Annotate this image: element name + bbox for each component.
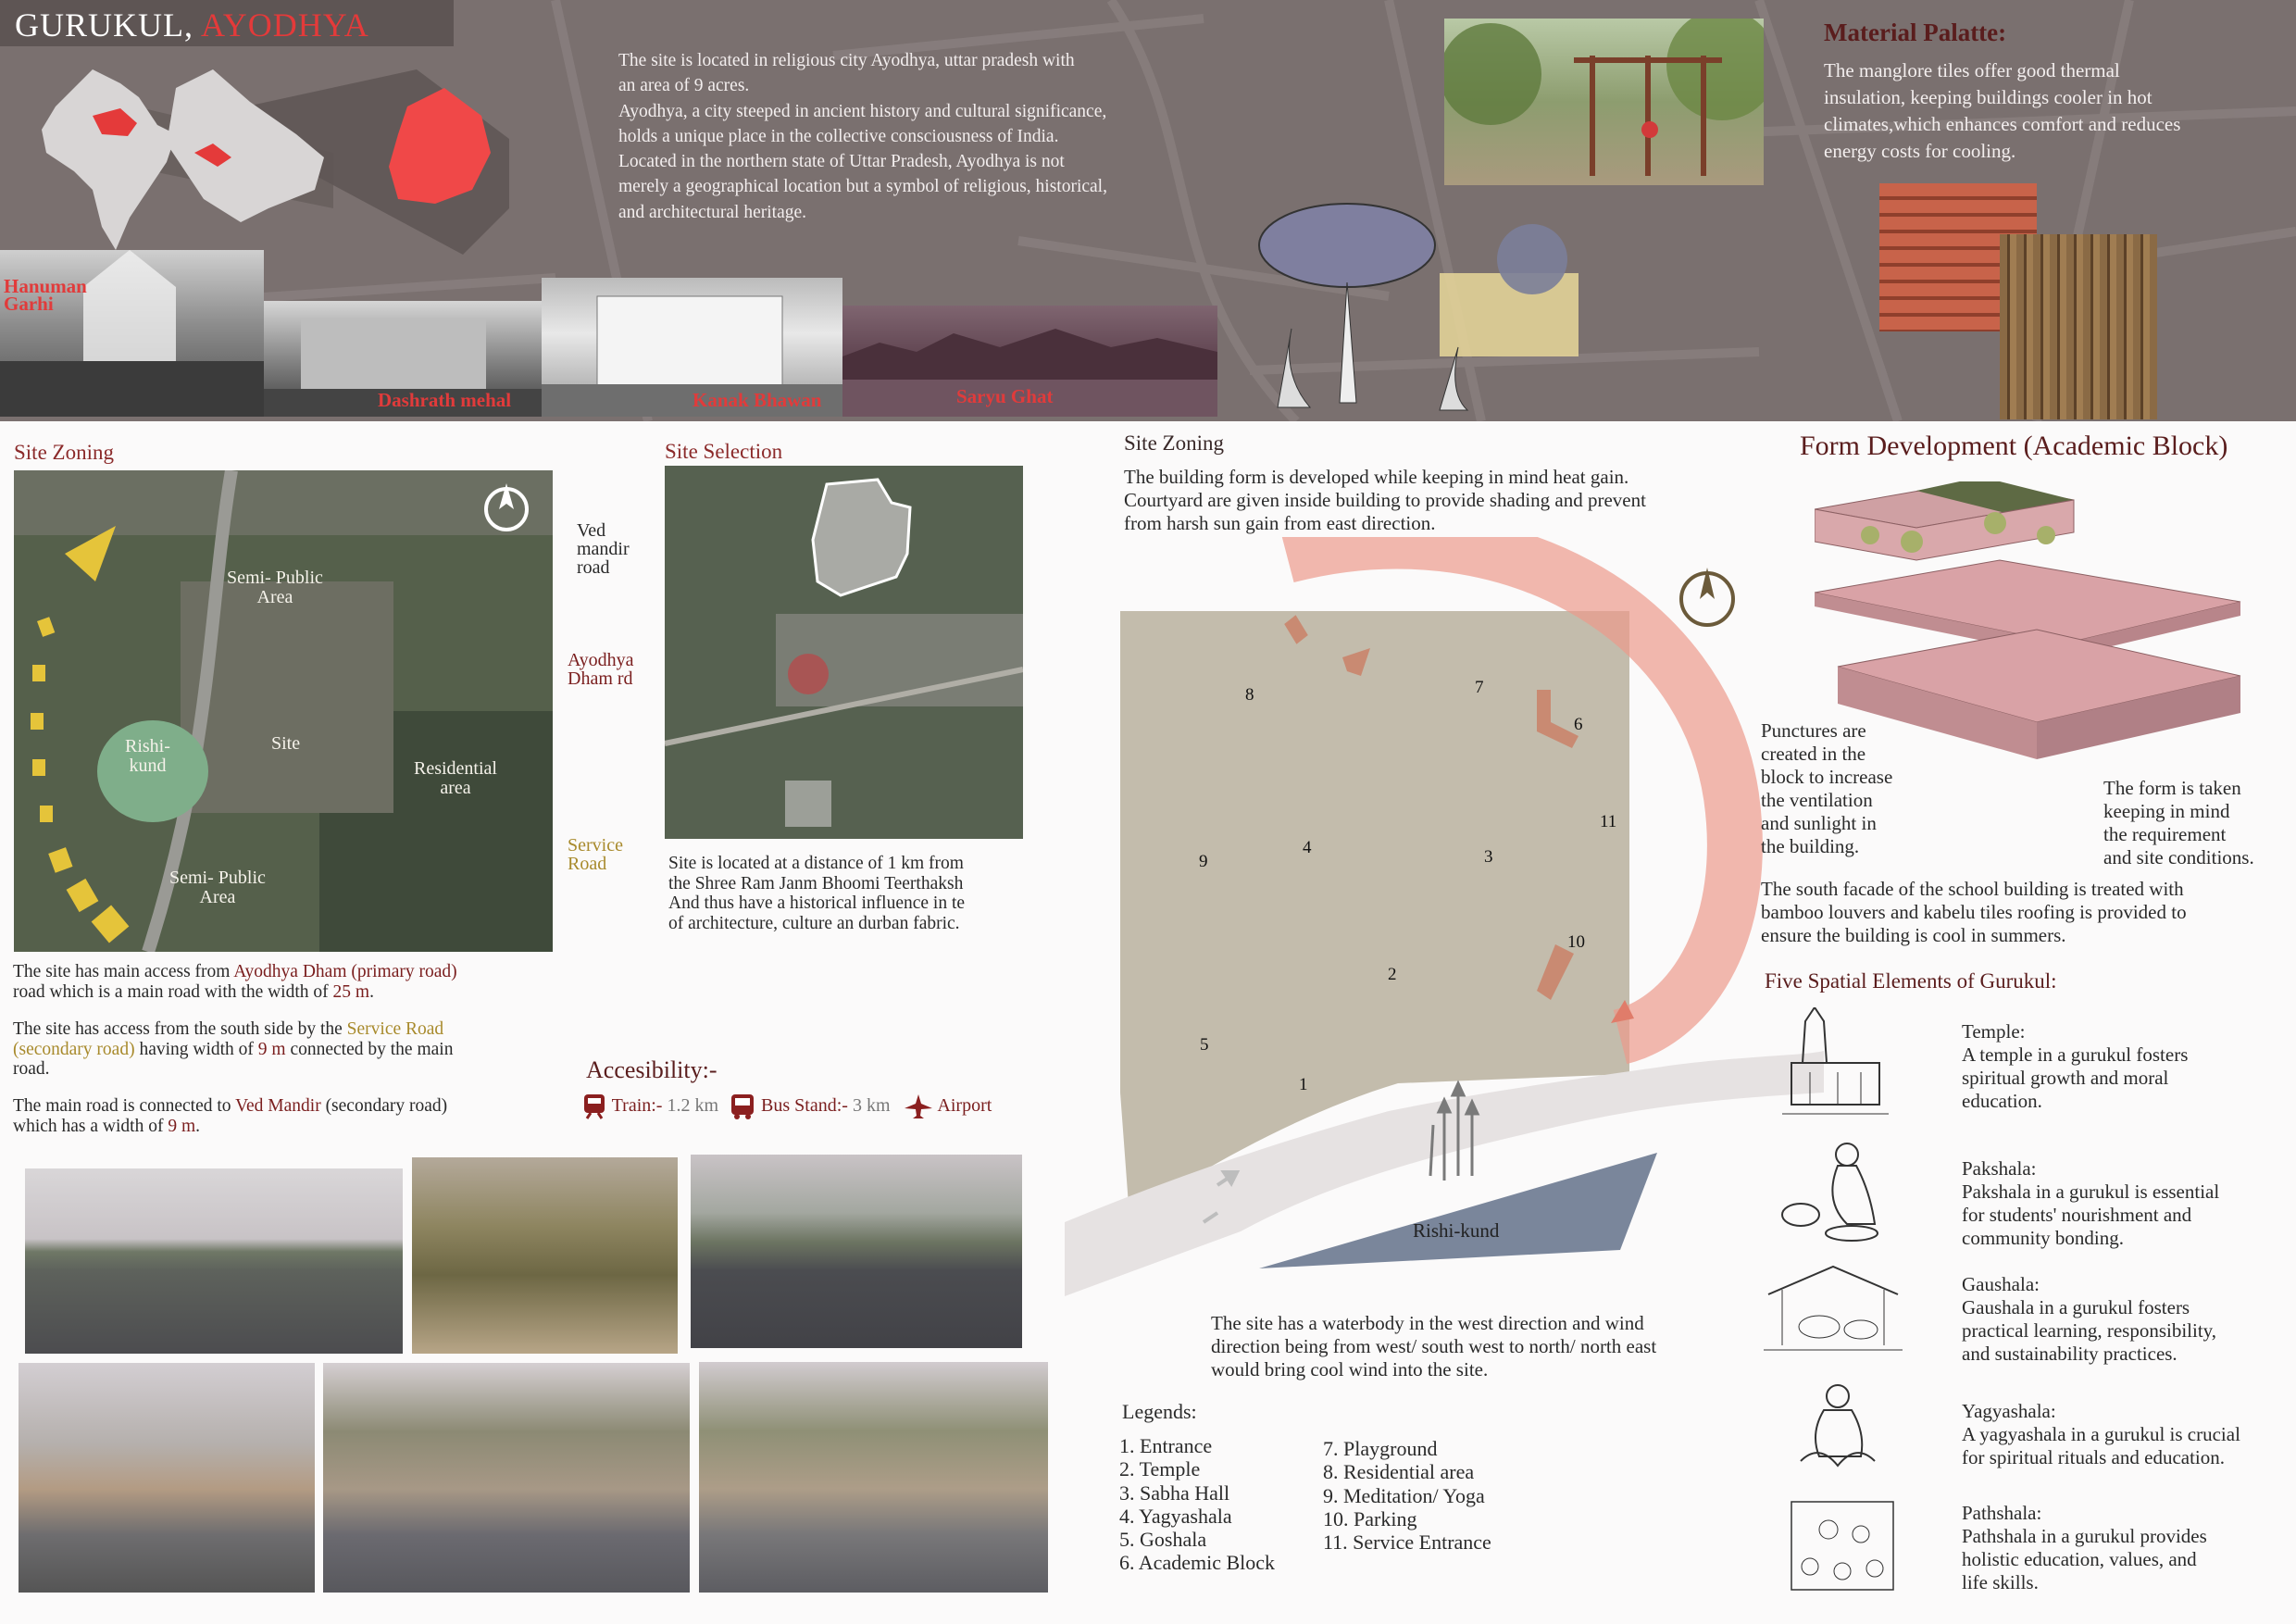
legend-column-2 [1323,1437,1491,1554]
legend-item: 11. Service Entrance [1323,1530,1491,1555]
legend-item: 1. Entrance [1119,1434,1213,1457]
site-selection-text: Site is located at a distance of 1 km from the Shree Ram Janm Bhoomi Teerthaksh And thus have a historical influence in te of architecture, culture an durban fabric. [668,854,966,933]
wind-direction-text: The site has a waterbody in the west direction and wind direction being from west/ south west to north/ north east would bring cool wind into the site. [1211,1312,1657,1380]
accessibility-title: Accesibility:- [586,1056,718,1083]
element-name: Pakshala: [1962,1157,2037,1180]
legend-item: 2. Temple [1119,1457,1201,1481]
legend-column-1 [1119,1434,1275,1575]
element-desc: Pakshala in a gurukul is essential for students' nourishment and community bonding. [1962,1181,2220,1249]
legend-item: 7. Playground [1323,1437,1438,1460]
site-photo-6 [699,1362,1048,1593]
label-semi-public-top: Semi- Public Area [227,568,323,607]
zone-number-3: 3 [1484,847,1493,867]
legend-item: 9. Meditation/ Yoga [1323,1483,1485,1507]
temple-sketch [1773,1007,1893,1123]
element-desc: Gaushala in a gurukul fosters practical learning, responsibility, and sustainability practices. [1962,1296,2217,1365]
access-paragraph-1: The site has main access from Ayodhya Dham (primary road) road which is a main road with the width of 25 m. [13,962,457,1002]
zone-number-2: 2 [1388,965,1397,984]
access-paragraph-3: The main road is connected to Ved Mandir (secondary road) which has a width of 9 m. [13,1096,448,1136]
legend-item: 3. Sabha Hall [1119,1480,1230,1505]
label-rishi-kund-center: Rishi-kund [1413,1219,1500,1242]
airplane-icon [903,1093,934,1120]
element-desc: Pathshala in a gurukul provides holistic education, values, and life skills. [1962,1525,2207,1593]
five-elements-title: Five Spatial Elements of Gurukul: [1765,969,2057,993]
label-ved-mandir-road: Ved mandir road [577,520,630,578]
gaushala-sketch [1764,1257,1903,1359]
element-desc: A temple in a gurukul fosters spiritual growth and moral education. [1962,1043,2189,1112]
legend-item: 4. Yagyashala [1119,1504,1232,1528]
legends-title: Legends: [1122,1400,1197,1423]
element-item-gaushala [1962,1273,2291,1366]
material-palette-title: Material Palatte: [1824,19,2007,46]
label-kanak-bhawan: Kanak Bhawan [693,389,822,411]
element-item-pathshala [1962,1502,2291,1594]
sketch-tree-people [1254,190,1588,417]
pakshala-sketch [1773,1136,1893,1247]
intro-text: The site is located in religious city Ayodhya, uttar pradesh with an area of 9 acres. Ayodhya, a city steeped in ancient history and cultural significance, holds a unique place in the collective consciousness of India. Located in the northern state of Uttar Pradesh, Ayodhya is not merely a geographical location but a symbol of religious, historical, and architectural heritage. [618,51,1107,222]
element-desc: A yagyashala in a gurukul is crucial for spiritual rituals and education. [1962,1423,2240,1468]
zone-number-4: 4 [1303,838,1312,857]
satellite-site-selection-map [665,466,1023,839]
label-rishi-kund: Rishi- kund [125,736,170,776]
element-name: Temple: [1962,1020,2026,1043]
form-taken-text: The form is taken keeping in mind the requirement and site conditions. [2103,777,2254,868]
access-paragraph-2: The site has access from the south side by the Service Road (secondary road) having width of 9 m connected by the main road. [13,1019,454,1079]
element-name: Yagyashala: [1962,1400,2056,1422]
india-map [42,69,176,250]
site-photo-1 [25,1168,403,1354]
legend-item: 8. Residential area [1323,1460,1475,1484]
accessibility-row: Train:- 1.2 km Bus Stand:- 3 km Airport [581,1090,1024,1121]
zone-number-8: 8 [1245,685,1254,705]
bamboo-swatch [2000,234,2157,419]
label-semi-public-bottom: Semi- Public Area [169,868,266,907]
label-hanuman-garhi: Hanuman Garhi [4,275,87,315]
south-facade-text: The south facade of the school building is treated with bamboo louvers and kabelu tiles roofing is provided to ensure the building is cool in summers. [1761,878,2187,946]
render-pergola [1444,19,1764,185]
train-icon [581,1093,607,1120]
form-development-title: Form Development (Academic Block) [1800,431,2228,461]
satellite-zoning-map [14,470,553,952]
zone-number-9: 9 [1199,852,1208,871]
element-name: Pathshala: [1962,1502,2042,1524]
label-site: Site [271,733,301,754]
site-plan-diagram [1065,537,1824,1296]
material-palette-text: The manglore tiles offer good thermal insulation, keeping buildings cooler in hot climates,which enhances comfort and reduces energy costs for cooling. [1824,59,2181,162]
label-service-road: Service Road [568,835,623,874]
site-zoning-center-title: Site Zoning [1124,431,1224,455]
label-dashrath-mehal: Dashrath mehal [378,389,512,411]
legend-item: 6. Academic Block [1119,1551,1276,1575]
yagyashala-sketch [1782,1378,1893,1480]
site-photo-3 [691,1155,1022,1348]
site-zoning-center-text: The building form is developed while keeping in mind heat gain. Courtyard are given inside building to provide shading and prevent from harsh sun gain from east direction. [1124,466,1646,534]
element-item-temple [1962,1020,2291,1113]
element-item-pakshala [1962,1157,2291,1250]
site-photo-4 [19,1363,315,1593]
element-item-yagyashala [1962,1400,2291,1469]
zone-number-5: 5 [1200,1035,1209,1055]
legend-item: 5. Goshala [1119,1528,1207,1552]
legend-item: 10. Parking [1323,1506,1417,1530]
label-residential: Residential area [414,758,497,798]
site-photo-5 [323,1363,690,1593]
pathshala-sketch [1782,1493,1903,1599]
location-maps [28,51,546,264]
header-band [0,0,2296,421]
zone-number-10: 10 [1567,932,1585,952]
zone-number-11: 11 [1600,812,1617,831]
bus-icon [729,1093,756,1120]
zone-number-7: 7 [1475,678,1484,697]
site-selection-title: Site Selection [665,440,783,463]
punctures-text: Punctures are created in the block to increase the ventilation and sunlight in the building. [1761,719,1893,857]
page-title: GURUKUL, AYODHYA [15,6,369,44]
zone-number-1: 1 [1299,1075,1308,1094]
site-photo-2 [412,1157,678,1354]
label-ayodhya-dham-rd: Ayodhya Dham rd [568,650,634,689]
label-saryu-ghat: Saryu Ghat [956,385,1054,407]
zone-number-6: 6 [1574,715,1583,734]
site-zoning-left-title: Site Zoning [14,441,114,464]
element-name: Gaushala: [1962,1273,2040,1295]
